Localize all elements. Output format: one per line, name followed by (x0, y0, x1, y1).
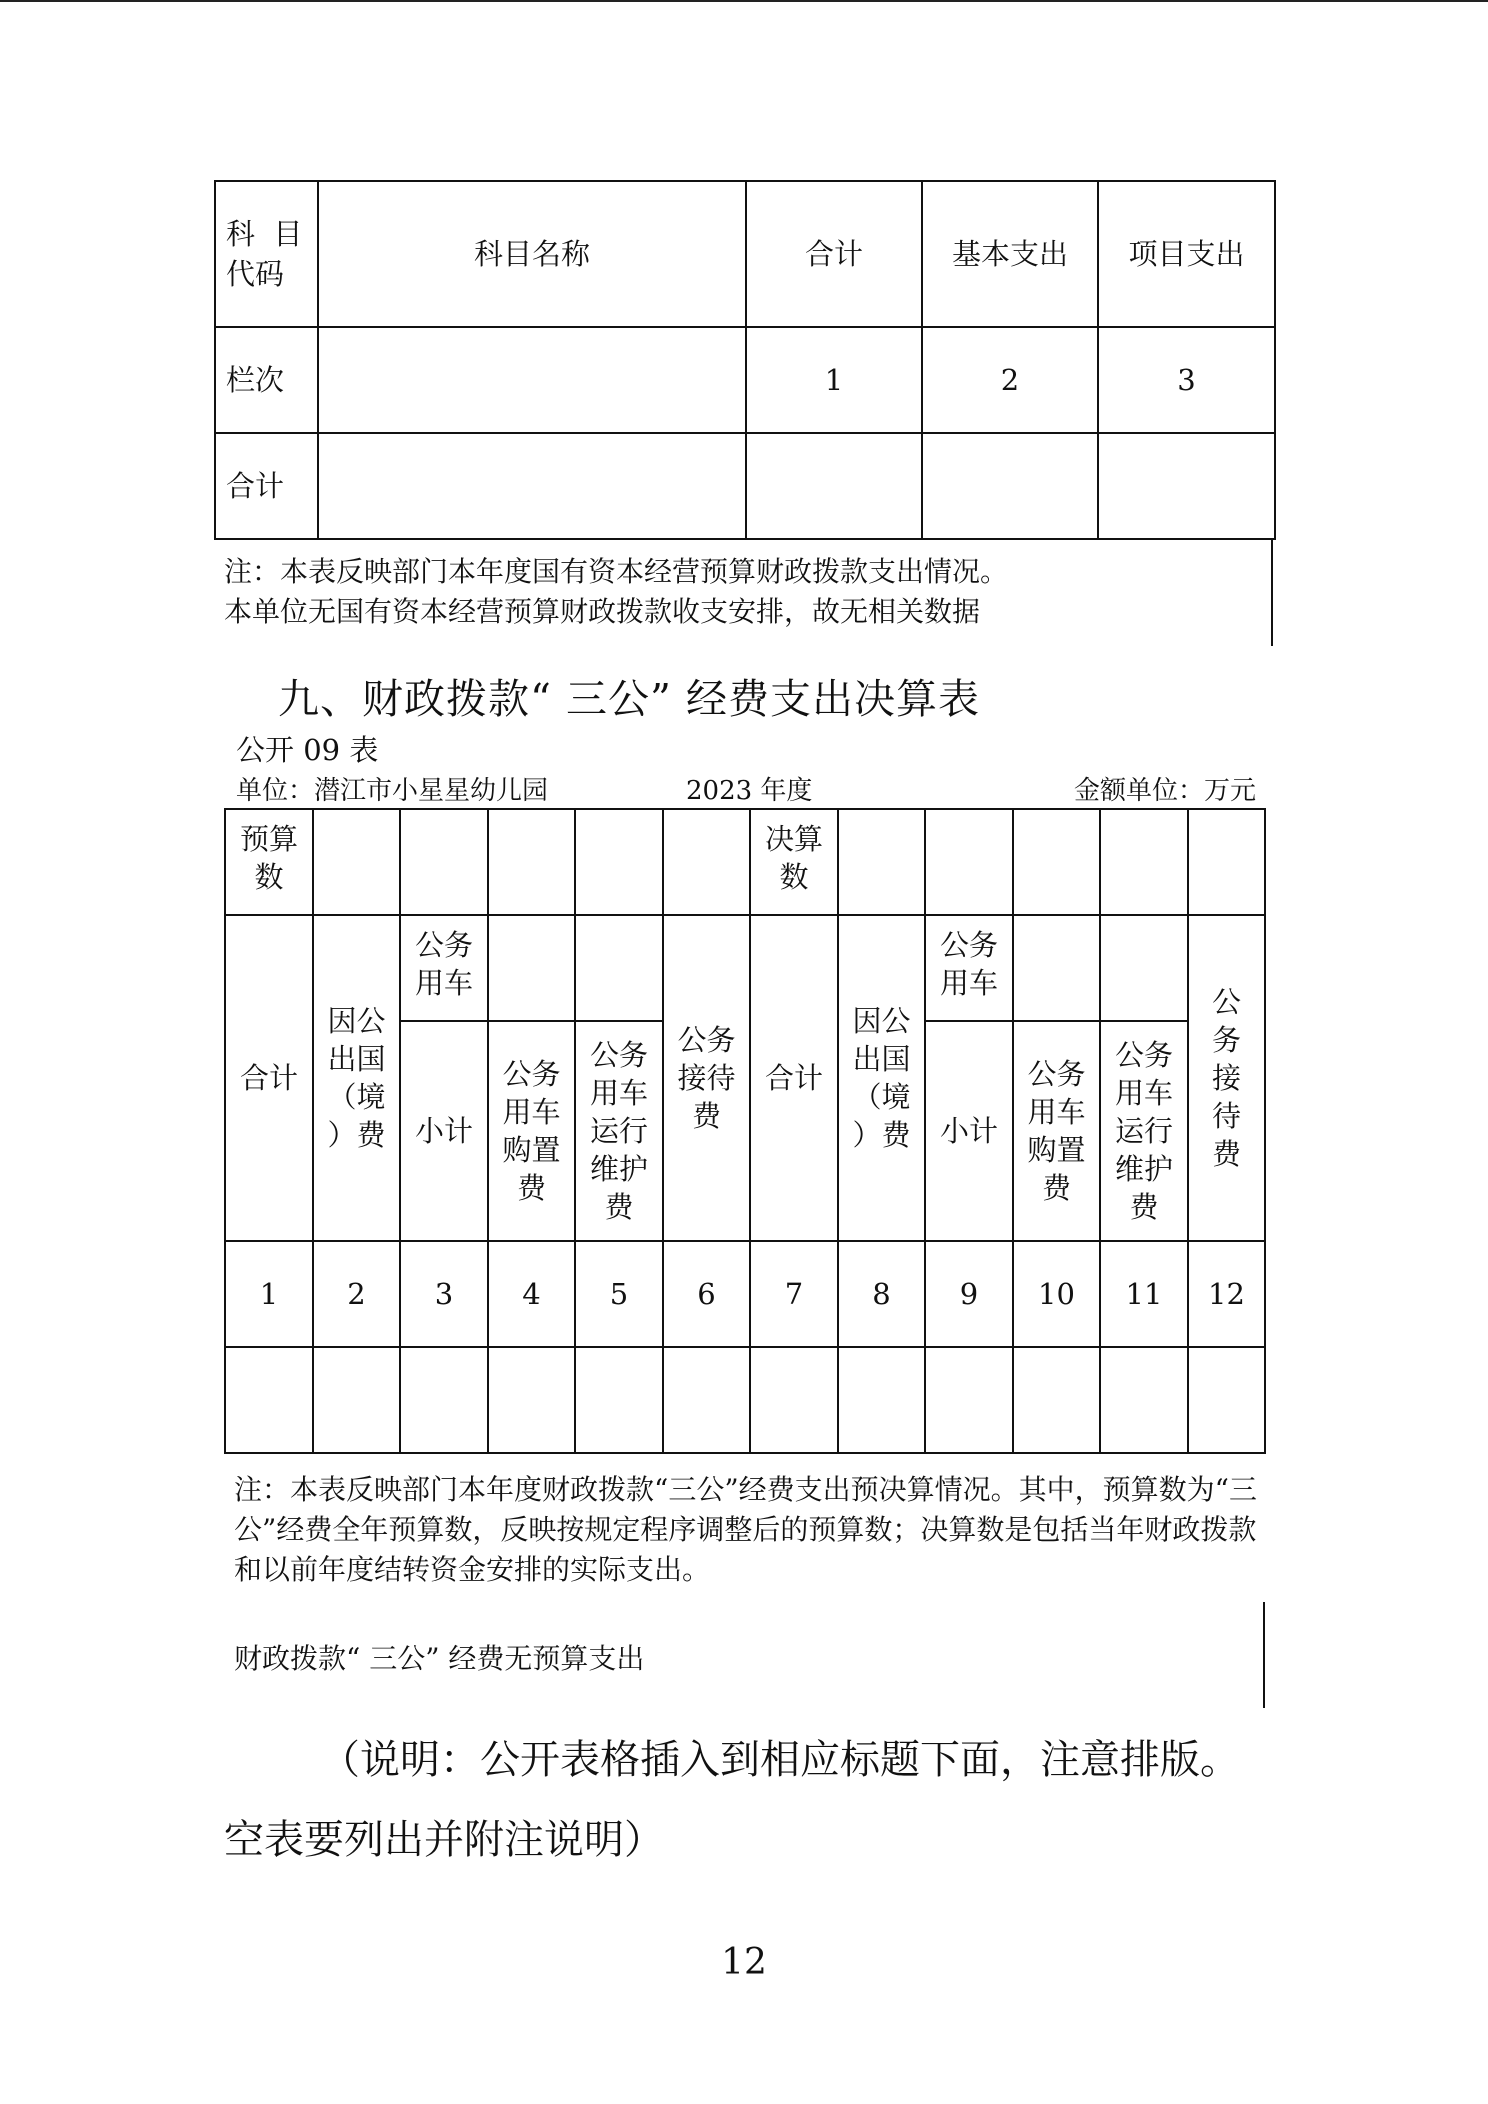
cell (1188, 809, 1265, 915)
cell (925, 809, 1013, 915)
cell (838, 809, 925, 915)
no-data-note: 财政拨款“ 三公” 经费无预算支出 (234, 1642, 645, 1675)
index-cell: 9 (925, 1241, 1013, 1347)
cell (1100, 1347, 1188, 1453)
cell (488, 1347, 575, 1453)
index-cell: 12 (1188, 1241, 1265, 1347)
index-cell: 4 (488, 1241, 575, 1347)
cell (1013, 915, 1100, 1021)
header-subject-name: 科目名称 (318, 181, 746, 327)
index-cell: 2 (313, 1241, 400, 1347)
budget-abroad-header: 因公 出国 （境 ）费 (313, 915, 400, 1241)
budget-vehicle-header: 公务 用车 (400, 915, 488, 1021)
cell (663, 1347, 750, 1453)
cell (663, 809, 750, 915)
cell (746, 433, 922, 539)
cell (922, 433, 1098, 539)
final-header: 决算 数 (750, 809, 838, 915)
header-project-expenditure: 项目支出 (1098, 181, 1275, 327)
index-cell: 1 (225, 1241, 313, 1347)
index-cell: 3 (400, 1241, 488, 1347)
final-vehicle-header: 公务 用车 (925, 915, 1013, 1021)
note-line: 注：本表反映部门本年度国有资本经营预算财政拨款支出情况。 (224, 555, 1009, 588)
state-capital-expenditure-table (214, 180, 1276, 540)
final-purchase-header: 公务 用车 购置 费 (1013, 1021, 1100, 1241)
final-subtotal-header: 小计 (925, 1021, 1013, 1241)
cell (1013, 1347, 1100, 1453)
page-number: 12 (721, 1942, 767, 1983)
section-title: 九、财政拨款“ 三公” 经费支出决算表 (278, 675, 980, 723)
row-total-label: 合计 (215, 433, 318, 539)
amount-unit-label: 金额单位：万元 (1073, 776, 1256, 806)
header-total: 合计 (746, 181, 922, 327)
final-total-header: 合计 (750, 915, 838, 1241)
index-cell: 7 (750, 1241, 838, 1347)
explanation-paragraph: （说明：公开表格插入到相应标题下面，注意排版。空表要列出并附注说明） (224, 1737, 1240, 1863)
right-border-line (1271, 538, 1273, 646)
final-operation-header: 公务 用车 运行 维护 费 (1100, 1021, 1188, 1241)
budget-purchase-header: 公务 用车 购置 费 (488, 1021, 575, 1241)
cell (400, 1347, 488, 1453)
page-top-border (0, 0, 1488, 2)
cell (925, 1347, 1013, 1453)
cell (318, 433, 746, 539)
table-meta-row (236, 770, 1256, 806)
cell (488, 915, 575, 1021)
budget-reception-header: 公务 接待 费 (663, 915, 750, 1241)
budget-total-header: 合计 (225, 915, 313, 1241)
right-border-line (1263, 1602, 1265, 1708)
cell (400, 809, 488, 915)
cell (1098, 433, 1275, 539)
index-cell: 5 (575, 1241, 663, 1347)
year-label: 2023 年度 (686, 776, 813, 806)
cell (575, 915, 663, 1021)
table-code: 公开 09 表 (236, 733, 379, 767)
cell (1013, 809, 1100, 915)
table2-note: 注：本表反映部门本年度财政拨款“三公”经费支出预决算情况。其中，预算数为“三公”经费全年预算数，反映按规定程序调整后的预算数；决算数是包括当年财政拨款和以前年度结转资金安排的实际支出。 (234, 1473, 1257, 1586)
header-subject-code: 科 目 代码 (215, 181, 318, 327)
note-line: 本单位无国有资本经营预算财政拨款收支安排，故无相关数据 (224, 595, 981, 628)
cell (575, 809, 663, 915)
final-reception-header: 公 务 接 待 费 (1188, 915, 1265, 1241)
cell (1100, 809, 1188, 915)
cell (488, 809, 575, 915)
index-cell: 10 (1013, 1241, 1100, 1347)
index-cell: 2 (922, 327, 1098, 433)
three-public-expenses-table (224, 808, 1266, 1454)
table1-note (224, 552, 1008, 632)
row-index-label: 栏次 (215, 327, 318, 433)
header-basic-expenditure: 基本支出 (922, 181, 1098, 327)
budget-subtotal-header: 小计 (400, 1021, 488, 1241)
index-cell: 6 (663, 1241, 750, 1347)
index-cell: 11 (1100, 1241, 1188, 1347)
cell (838, 1347, 925, 1453)
final-abroad-header: 因公 出国 （境 ）费 (838, 915, 925, 1241)
budget-operation-header: 公务 用车 运行 维护 费 (575, 1021, 663, 1241)
cell (313, 1347, 400, 1453)
cell (750, 1347, 838, 1453)
index-cell: 1 (746, 327, 922, 433)
cell (575, 1347, 663, 1453)
cell (225, 1347, 313, 1453)
index-cell: 3 (1098, 327, 1275, 433)
cell (318, 327, 746, 433)
budget-header: 预算 数 (225, 809, 313, 915)
index-cell: 8 (838, 1241, 925, 1347)
cell (1188, 1347, 1265, 1453)
cell (1100, 915, 1188, 1021)
cell (313, 809, 400, 915)
unit-label: 单位：潜江市小星星幼儿园 (236, 776, 549, 806)
